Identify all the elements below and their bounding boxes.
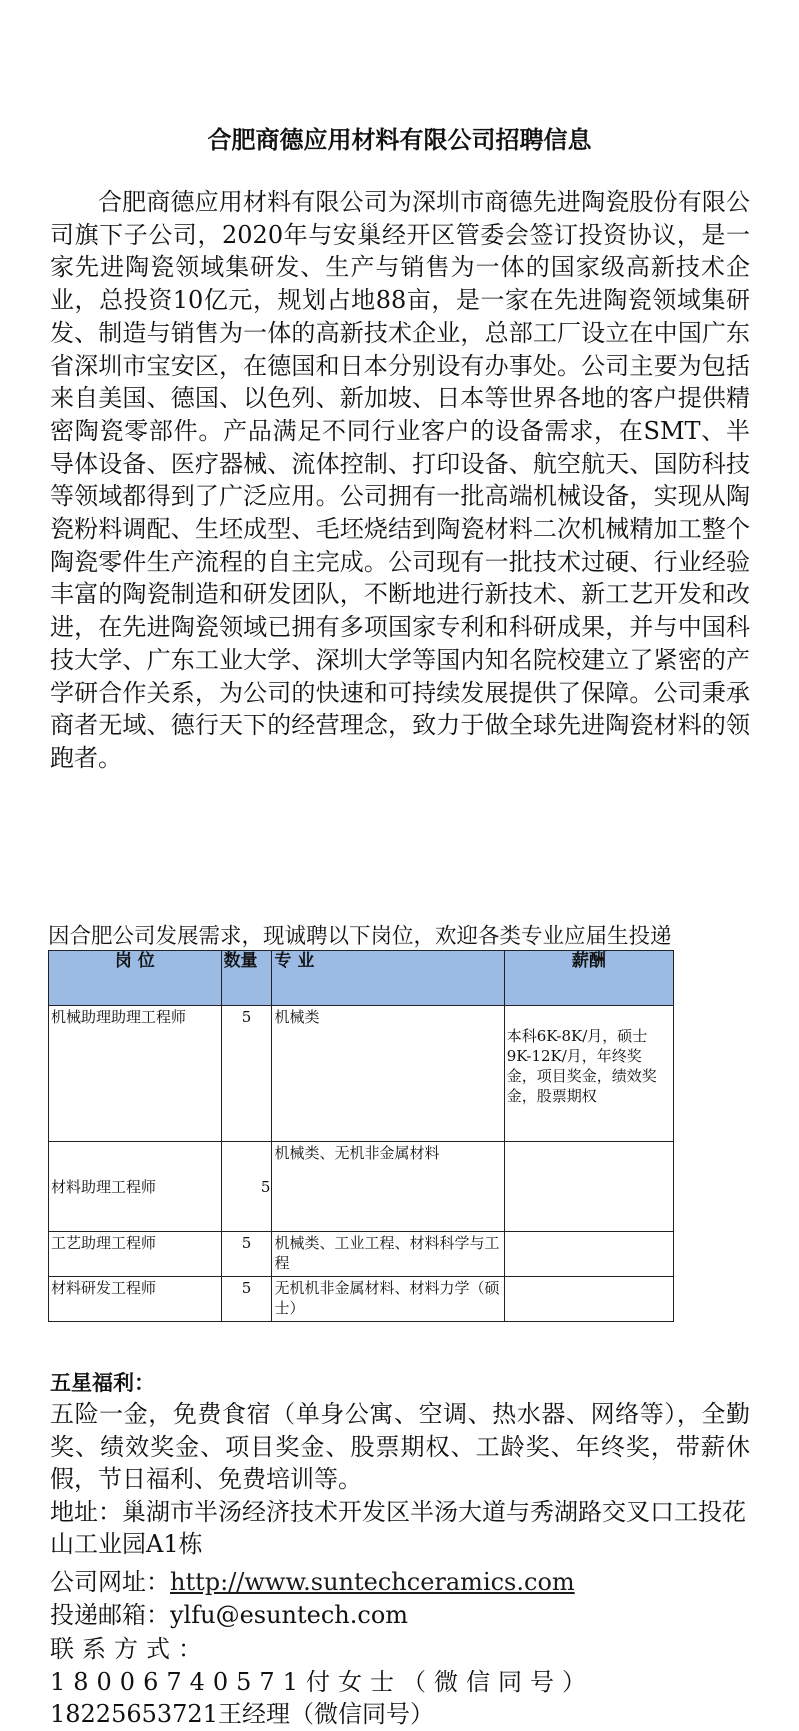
page-title: 合肥商德应用材料有限公司招聘信息 [207,126,592,154]
website-line [50,1566,575,1598]
cell-quantity: 5 [221,1232,272,1277]
header-major: 专 业 [272,951,504,1006]
cell-position: 机械助理助理工程师 [49,1006,222,1142]
header-salary: 薪酬 [504,951,673,1006]
cell-salary: 本科6K-8K/月，硕士9K-12K/月，年终奖金，项目奖金，绩效奖金，股票期权 [504,1006,673,1142]
contact-phone-1: 18006740571付女士（微信同号） [50,1667,594,1696]
table-row [49,1006,674,1142]
cell-position: 材料研发工程师 [49,1277,222,1322]
contact-block [50,1633,750,1731]
welfare-text: 五险一金，免费食宿（单身公寓、空调、热水器、网络等），全勤奖、绩效奖金、项目奖金、股票期权、工龄奖、年终奖，带薪休假，节日福利、免费培训等。 [50,1400,750,1493]
contact-label: 联系方式： [50,1635,210,1663]
cell-major: 机械类 [272,1006,504,1142]
email-line [50,1599,408,1631]
email-address: ylfu@esuntech.com [170,1601,409,1629]
cell-salary [504,1142,673,1232]
cell-quantity: 5 [221,1142,272,1232]
header-quantity: 数量 [221,951,272,1006]
table-row [49,1232,674,1277]
cell-salary [504,1277,673,1322]
table-row [49,1142,674,1232]
cell-major: 机械类、工业工程、材料科学与工程 [272,1232,504,1277]
website-link[interactable]: http://www.suntechceramics.com [170,1568,575,1596]
cell-major: 机械类、无机非金属材料 [272,1142,504,1232]
table-header-row [49,951,674,1006]
table-row [49,1277,674,1322]
cell-position: 工艺助理工程师 [49,1232,222,1277]
cell-quantity: 5 [221,1277,272,1322]
cell-major: 无机机非金属材料、材料力学（硕士） [272,1277,504,1322]
address-text: 地址：巢湖市半汤经济技术开发区半汤大道与秀湖路交叉口工投花山工业园A1栋 [50,1498,746,1558]
website-label: 公司网址： [50,1568,170,1596]
contact-line-2: 18225653721王经理（微信同号） [50,1700,434,1728]
cell-salary [504,1232,673,1277]
company-intro: 合肥商德应用材料有限公司为深圳市商德先进陶瓷股份有限公司旗下子公司，2020年与安巢经开区管委会签订投资协议，是一家先进陶瓷领域集研发、生产与销售为一体的国家级高新技术企业，总投资10亿元，规划占地88亩，是一家在先进陶瓷领域集研发、制造与销售为一体的高新技术企业，总部工厂设立在中国广东省深圳市宝安区，在德国和日本分别设有办事处。公司主要为包括来自美国、德国、以色列、新加坡、日本等世界各地的客户提供精密陶瓷零部件。产品满足不同行业客户的设备需求，在SMT、半导体设备、医疗器械、流体控制、打印设备、航空航天、国防科技等领域都得到了广泛应用。公司拥有一批高端机械设备，实现从陶瓷粉料调配、生坯成型、毛坯烧结到陶瓷材料二次机械精加工整个陶瓷零件生产流程的自主完成。公司现有一批技术过硬、行业经验丰富的陶瓷制造和研发团队，不断地进行新技术、新工艺开发和改进，在先进陶瓷领域已拥有多项国家专利和科研成果，并与中国科技大学、广东工业大学、深圳大学等国内知名院校建立了紧密的产学研合作关系，为公司的快速和可持续发展提供了保障。公司秉承商者无域、德行天下的经营理念，致力于做全球先进陶瓷材料的领跑者。 [50,188,750,772]
jobs-table [48,950,674,1322]
welfare-title: 五星福利： [50,1371,155,1395]
cell-position: 材料助理工程师 [49,1142,222,1232]
hiring-notice: 因合肥公司发展需求，现诚聘以下岗位，欢迎各类专业应届生投递 [48,924,672,949]
header-position: 岗 位 [49,951,222,1006]
contact-line-1 [50,1633,750,1698]
cell-quantity: 5 [221,1006,272,1142]
email-label: 投递邮箱： [50,1601,170,1629]
